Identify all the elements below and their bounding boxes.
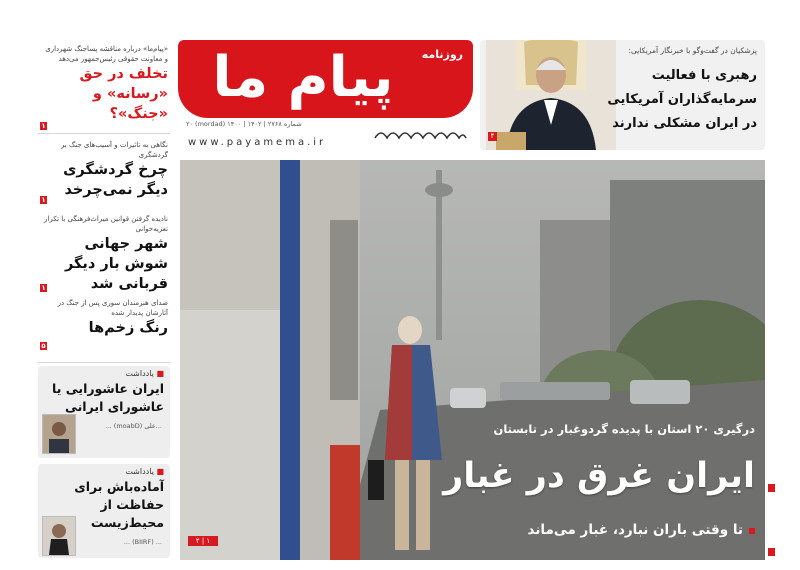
page-number-badge: ۱ — [41, 122, 46, 130]
page-number-badge: ۱ — [41, 196, 46, 204]
story-kicker: صدای هنرمندان سوری پس از جنگ در آثارشان پدیدار شده — [57, 299, 168, 317]
main-story-headline: ایران غرق در غبار — [443, 456, 755, 496]
website-link[interactable]: www.payamema.ir — [188, 137, 327, 148]
main-story[interactable] — [180, 160, 765, 560]
top-story-headline: رهبری با فعالیت سرمایه‌گذاران آمریکایی در ایران مشکلی ندارند — [607, 68, 757, 131]
main-story-kicker: درگیری ۲۰ استان با پدیده گردوغبار در تابستان — [493, 422, 755, 436]
logo-text: پیام ما — [212, 45, 394, 110]
left-story-3[interactable] — [38, 210, 170, 297]
left-column — [38, 38, 170, 558]
main-photo — [180, 160, 765, 560]
left-story-4[interactable] — [38, 296, 170, 363]
newspaper-logo[interactable] — [178, 40, 473, 118]
story-kicker: نگاهی به تاثیرات و آسیب‌های جنگ بر گردشگری — [60, 141, 168, 159]
note-tag: ■ یادداشت — [125, 369, 164, 378]
top-story-kicker: پزشکیان در گفت‌وگو با خبرنگار آمریکایی: — [628, 46, 757, 55]
note-signature: ...علی (moabD) ... — [105, 422, 162, 430]
author-photo — [42, 414, 76, 454]
page-number-badge: ۴ — [488, 132, 497, 141]
story-headline: شهر جهانی شوش بار دیگر قربانی شد — [64, 236, 168, 292]
story-kicker: نادیده گرفتن قوانین میراث‌فرهنگی با تکرار تعزیه‌خوانی — [44, 215, 168, 233]
note-title: آماده‌باش برای حفاظت از محیط‌زیست — [74, 479, 164, 530]
masthead — [178, 40, 473, 152]
author-photo — [42, 516, 76, 556]
page-number-badge: ۱ — [41, 284, 46, 292]
story-headline: تخلف در حق «رسانه» و «جنگ»؟ — [79, 66, 168, 122]
story-headline: چرخ گردشگری دیگر نمی‌چرخد — [63, 162, 168, 198]
story-kicker: «پیام‌ما» درباره مناقشه پساجنگ شهرداری و معاونت حقوقی رئیس‌جمهور می‌دهد — [45, 45, 168, 63]
note-1[interactable] — [38, 366, 170, 458]
page-reference-badge: ۱ | ۴ — [188, 536, 218, 546]
side-marker — [768, 484, 775, 492]
main-story-dek: تا وقتی باران نبارد، غبار می‌ماند — [528, 522, 755, 538]
story-headline: رنگ زخم‌ها — [88, 320, 168, 336]
dateline: ۲۰ (mordad) ۱۴۰۰ | ۱۴۰۲ | شماره ۲۷۶۸ — [186, 120, 302, 128]
side-marker — [768, 548, 775, 556]
note-title: ایران عاشورایی یا عاشورای ایرانی — [52, 381, 164, 414]
bullet-icon — [749, 528, 755, 534]
logo-subtitle: روزنامه — [421, 48, 463, 61]
wave-icon — [373, 128, 468, 140]
note-tag: ■ یادداشت — [125, 467, 164, 476]
top-story[interactable] — [480, 40, 765, 150]
left-story-1[interactable] — [38, 38, 170, 134]
note-2[interactable] — [38, 464, 170, 558]
note-signature: ... (BIIRF) ... — [123, 538, 162, 546]
page-number-badge: ۵ — [41, 342, 46, 350]
